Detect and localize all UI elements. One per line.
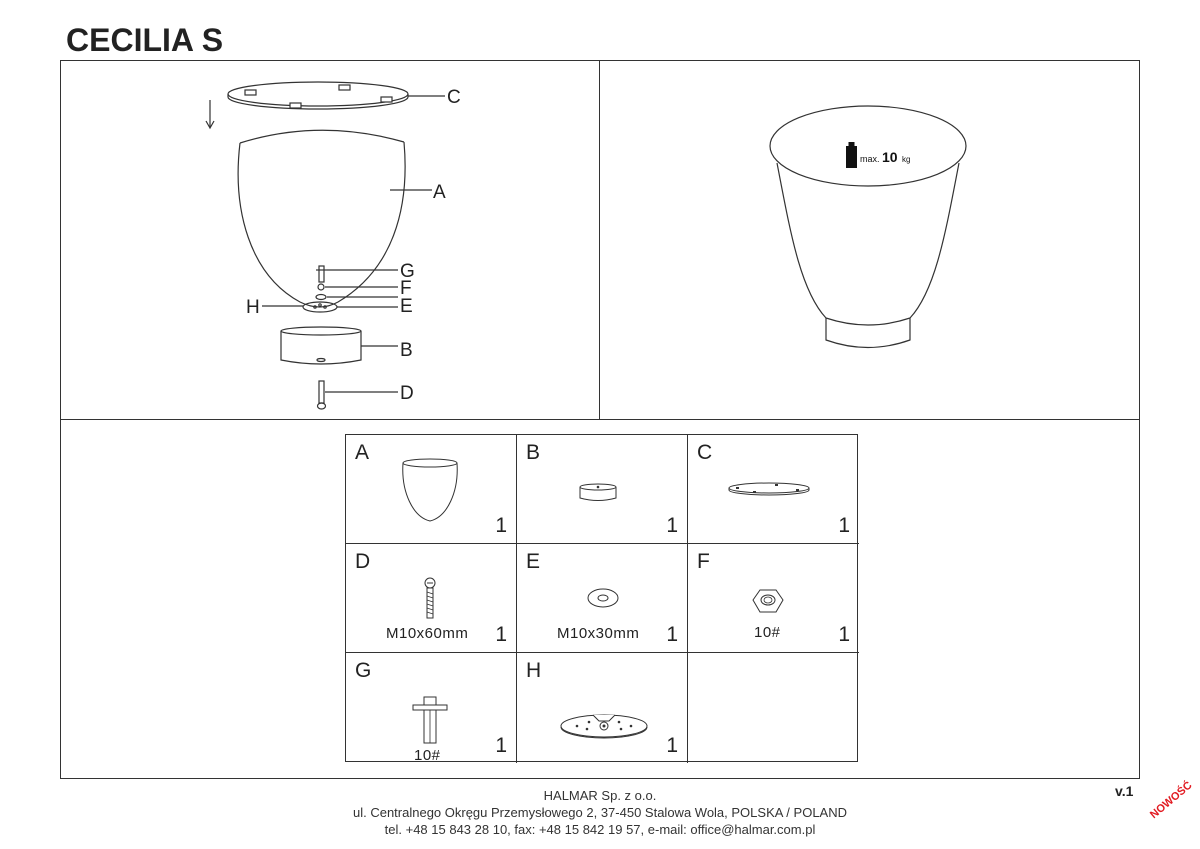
document-title: CECILIA S	[66, 22, 224, 58]
part-letter: C	[697, 441, 713, 464]
label-A: A	[433, 182, 446, 203]
part-cell-h	[517, 653, 688, 763]
part-cell-empty	[688, 653, 859, 763]
part-cell-f	[688, 544, 859, 653]
mount-plate-icon	[559, 713, 649, 743]
part-cell-e	[517, 544, 688, 653]
version-label: v.1	[1115, 783, 1134, 799]
load-prefix: max.	[860, 154, 880, 164]
part-qty: 1	[838, 623, 850, 646]
part-qty: 1	[666, 514, 678, 537]
part-size: M10x30mm	[557, 625, 640, 642]
part-cell-a	[346, 435, 517, 544]
part-letter: F	[697, 550, 710, 573]
part-size: M10x60mm	[386, 625, 469, 642]
nut-icon	[751, 588, 785, 614]
part-size: 10#	[754, 624, 781, 641]
part-letter: A	[355, 441, 370, 464]
assembled-stool-drawing	[770, 106, 966, 348]
part-qty: 1	[495, 514, 507, 537]
shell-drawing	[238, 130, 405, 307]
part-qty: 1	[838, 514, 850, 537]
label-G: G	[400, 261, 415, 282]
part-cell-g	[346, 653, 517, 763]
part-size: 10#	[414, 747, 441, 764]
top-plate-drawing	[228, 82, 408, 109]
part-qty: 1	[495, 734, 507, 757]
part-letter: D	[355, 550, 371, 573]
base-icon	[579, 483, 619, 505]
part-letter: E	[526, 550, 541, 573]
part-qty: 1	[495, 623, 507, 646]
label-H: H	[246, 297, 260, 318]
part-letter: B	[526, 441, 541, 464]
washer-icon	[587, 588, 619, 608]
label-B: B	[400, 340, 413, 361]
part-cell-d	[346, 544, 517, 653]
part-letter: H	[526, 659, 542, 682]
part-qty: 1	[666, 734, 678, 757]
label-E: E	[400, 296, 413, 317]
down-arrow-icon	[206, 100, 214, 128]
parts-list	[345, 434, 858, 762]
shell-icon	[401, 457, 461, 527]
load-value: 10	[882, 149, 898, 165]
bolt-drawing	[318, 381, 326, 409]
part-cell-b	[517, 435, 688, 544]
top-plate-icon	[728, 481, 812, 499]
load-unit: kg	[902, 155, 911, 164]
washer-drawing	[316, 295, 326, 300]
label-C: C	[447, 87, 461, 108]
part-qty: 1	[666, 623, 678, 646]
part-letter: G	[355, 659, 372, 682]
label-F: F	[400, 278, 412, 299]
footer-address: ul. Centralnego Okręgu Przemysłowego 2, 37-450 Stalowa Wola, POLSKA / POLAND	[352, 805, 847, 820]
pin-drawing	[316, 266, 327, 282]
footer-contact: tel. +48 15 843 28 10, fax: +48 15 842 19 57, e-mail: office@halmar.com.pl	[384, 822, 816, 837]
base-drawing	[281, 327, 361, 364]
nut-drawing	[318, 284, 324, 290]
bolt-icon	[422, 578, 438, 620]
new-product-stamp: NOWOŚĆ	[1148, 779, 1195, 822]
label-D: D	[400, 383, 414, 404]
footer-company: HALMAR Sp. z o.o.	[543, 788, 657, 803]
part-cell-c	[688, 435, 859, 544]
pin-icon	[412, 675, 448, 745]
